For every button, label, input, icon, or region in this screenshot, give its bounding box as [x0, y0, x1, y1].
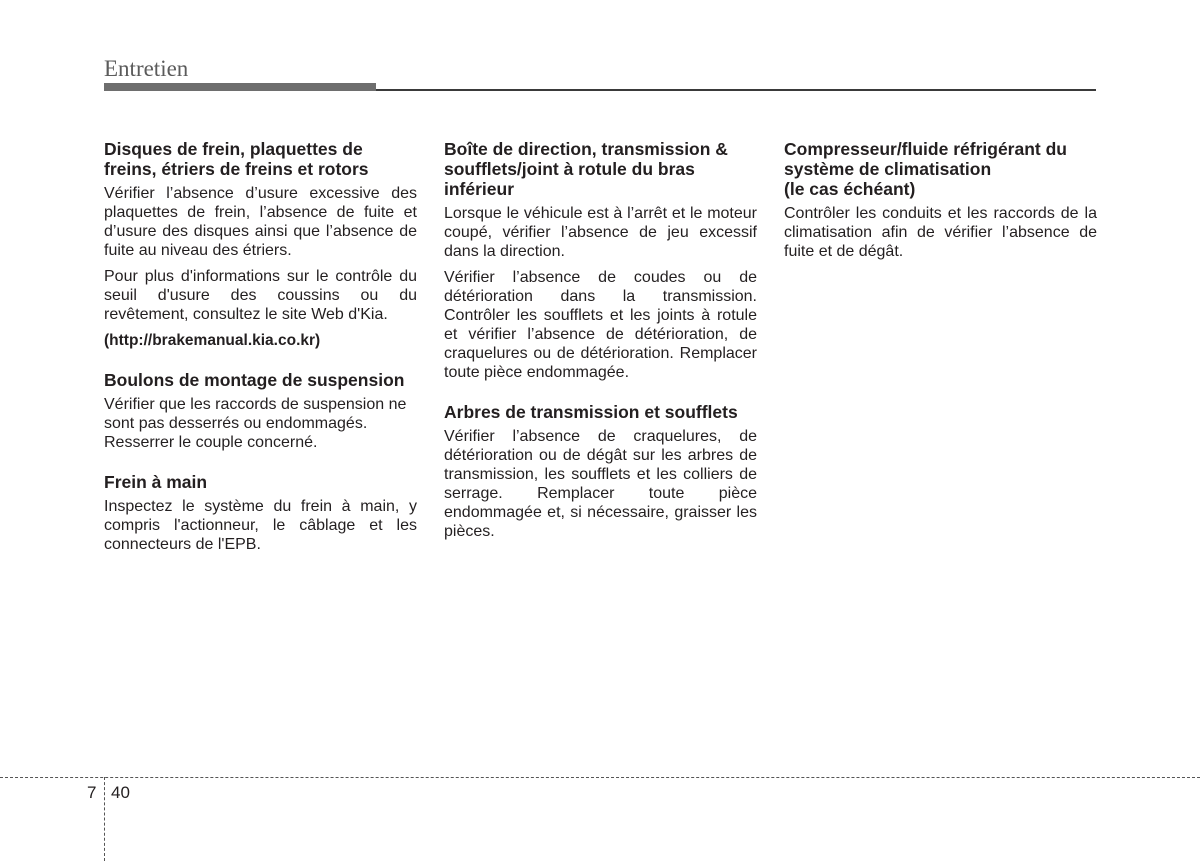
- footer-divider: [0, 777, 1200, 778]
- chapter-number: 7: [87, 783, 97, 802]
- section-paragraph: Inspectez le système du frein à main, y compris l'actionneur, le câblage et les connecteurs de l'EPB.: [104, 498, 417, 553]
- section-paragraph: Contrôler les conduits et les raccords de la climatisation afin de vérifier l’absence de fuite et de dégât.: [784, 205, 1097, 260]
- header-rule-thin: [376, 89, 1096, 91]
- section-suspension-bolts: [104, 370, 417, 452]
- brake-manual-url: (http://brakemanual.kia.co.kr): [104, 332, 321, 349]
- section-heading: Boulons de montage de suspension: [104, 370, 405, 390]
- header-rule-thick: [104, 83, 376, 91]
- section-paragraph: Vérifier l’absence de craquelures, de détérioration ou de dégât sur les arbres de transmission, les soufflets et les colliers de serrage. Remplacer toute pièce endommagée et, si nécessaire, graisser les pièces.: [444, 428, 757, 540]
- heading-line: Compresseur/fluide réfrigérant du système de climatisation: [784, 139, 1067, 179]
- section-heading: [784, 139, 1097, 199]
- page-number: 40: [111, 783, 130, 802]
- section-drive-shafts: [444, 402, 757, 541]
- section-heading: Frein à main: [104, 472, 208, 492]
- section-brake-discs: [104, 139, 417, 350]
- section-heading: Disques de frein, plaquettes de freins, étriers de freins et rotors: [104, 139, 369, 179]
- section-parking-brake: [104, 472, 417, 554]
- page-header-title: Entretien: [104, 56, 189, 81]
- section-paragraph: Vérifier que les raccords de suspension ne sont pas desserrés ou endommagés. Resserrer le couple concerné.: [104, 396, 407, 451]
- section-paragraph: Pour plus d'informations sur le contrôle du seuil d'usure des coussins ou du revêtement, consultez le site Web d'Kia.: [104, 268, 417, 323]
- section-steering-box: [444, 139, 757, 382]
- section-ac-compressor: [784, 139, 1097, 261]
- section-heading: Arbres de transmission et soufflets: [444, 402, 738, 422]
- column-3: [784, 139, 1097, 281]
- section-paragraph: Vérifier l’absence de coudes ou de détérioration dans la transmission. Contrôler les soufflets et les joints à rotule et vérifier l’absence de détérioration, de craquelures ou de détérioration. Remplacer toute pièce endommagée.: [444, 269, 757, 381]
- heading-line: (le cas échéant): [784, 179, 916, 199]
- column-2: [444, 139, 757, 561]
- section-paragraph: Lorsque le véhicule est à l’arrêt et le moteur coupé, vérifier l’absence de jeu excessif dans la direction.: [444, 205, 757, 260]
- section-heading: Boîte de direction, transmission & soufflets/joint à rotule du bras inférieur: [444, 139, 728, 199]
- section-paragraph: Vérifier l’absence d’usure excessive des plaquettes de frein, l’absence de fuite et d’usure des disques ainsi que l’absence de fuite au niveau des étriers.: [104, 185, 417, 259]
- footer-vertical-divider: [104, 777, 105, 861]
- column-1: [104, 139, 417, 574]
